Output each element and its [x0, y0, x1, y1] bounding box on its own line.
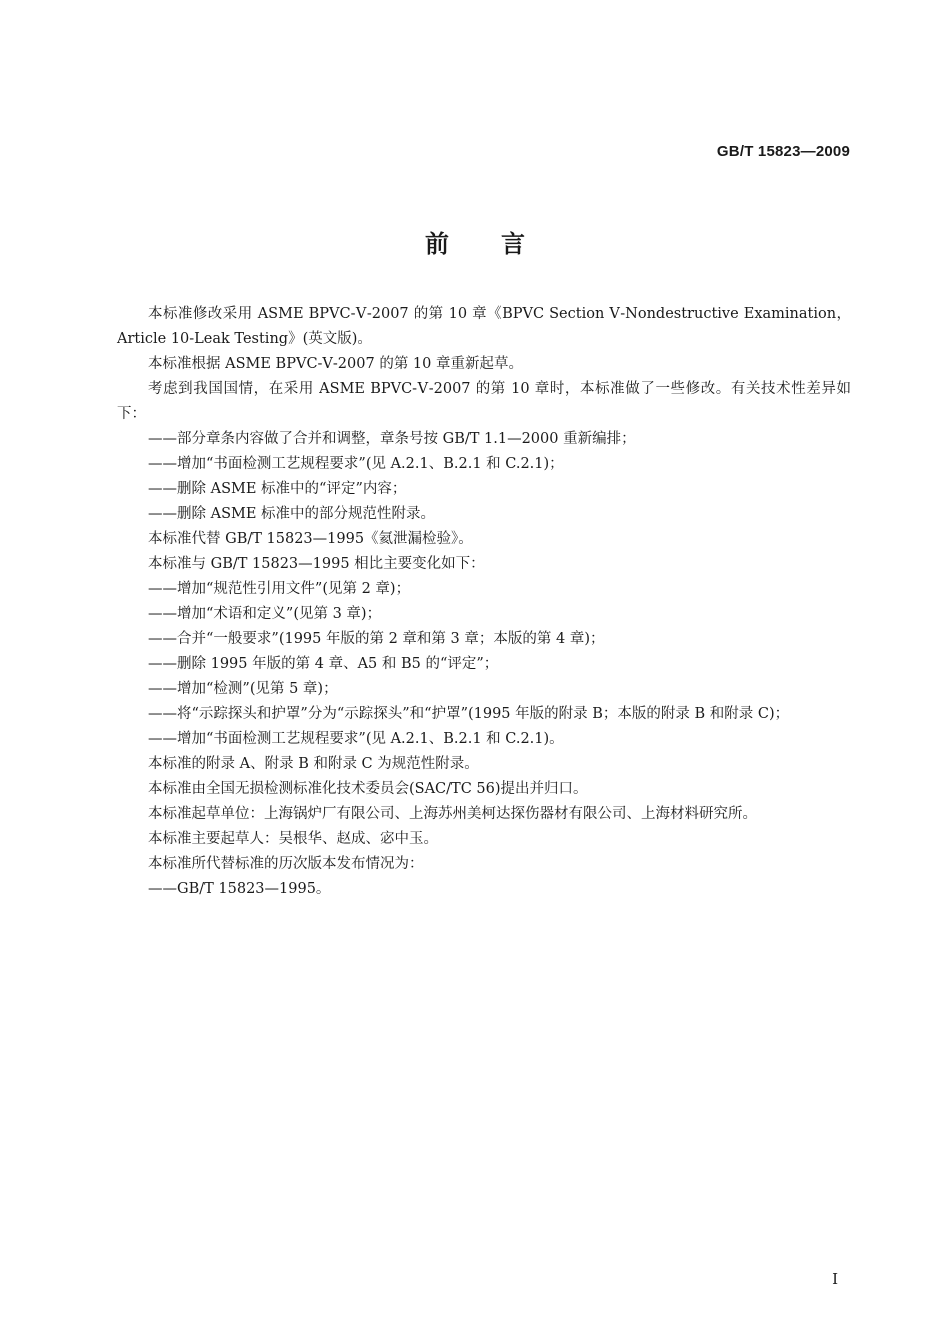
list-item: ——合并“一般要求”(1995 年版的第 2 章和第 3 章；本版的第 4 章)； — [148, 631, 605, 647]
paragraph: 本标准根据 ASME BPVC-Ⅴ-2007 的第 10 章重新起草。 — [148, 356, 523, 372]
list-item: ——增加“术语和定义”(见第 3 章)； — [148, 606, 382, 622]
list-item: ——删除 ASME 标准中的部分规范性附录。 — [148, 506, 436, 522]
paragraph: 本标准的附录 A、附录 B 和附录 C 为规范性附录。 — [148, 756, 479, 772]
list-item: ——删除 ASME 标准中的“评定”内容； — [148, 481, 407, 497]
list-item: ——增加“书面检测工艺规程要求”(见 A.2.1、B.2.1 和 C.2.1)； — [148, 456, 564, 472]
paragraph: 本标准与 GB/T 15823—1995 相比主要变化如下： — [148, 556, 485, 572]
paragraph: 本标准起草单位：上海锅炉厂有限公司、上海苏州美柯达探伤器材有限公司、上海材料研究所。 — [148, 806, 757, 822]
paragraph: 考虑到我国国情，在采用 ASME BPVC-Ⅴ-2007 的第 10 章时，本标准做了一些修改。有关技术性差异如下： — [117, 381, 851, 422]
list-item: ——删除 1995 年版的第 4 章、A5 和 B5 的“评定”； — [148, 656, 499, 672]
standard-number: GB/T 15823—2009 — [716, 143, 850, 160]
list-item: ——增加“检测”(见第 5 章)； — [148, 681, 338, 697]
paragraph: 本标准代替 GB/T 15823—1995《氦泄漏检验》。 — [148, 531, 473, 547]
page-title: 前言 — [425, 230, 577, 258]
paragraph: 本标准由全国无损检测标准化技术委员会(SAC/TC 56)提出并归口。 — [148, 781, 588, 797]
list-item: ——GB/T 15823—1995。 — [148, 881, 331, 897]
list-item: ——增加“书面检测工艺规程要求”(见 A.2.1、B.2.1 和 C.2.1)。 — [148, 731, 564, 747]
list-item: ——部分章条内容做了合并和调整，章条号按 GB/T 1.1—2000 重新编排； — [148, 431, 636, 447]
paragraph: 本标准修改采用 ASME BPVC-Ⅴ-2007 的第 10 章《BPVC Section Ⅴ-Nondestructive Examination，Article 10-Leak Testing》(英文版)。 — [117, 306, 851, 347]
paragraph: 本标准主要起草人：吴根华、赵成、宓中玉。 — [148, 831, 438, 847]
foreword-body — [117, 302, 851, 902]
paragraph: 本标准所代替标准的历次版本发布情况为： — [148, 856, 424, 872]
list-item: ——增加“规范性引用文件”(见第 2 章)； — [148, 581, 411, 597]
page-number: I — [832, 1270, 838, 1288]
list-item: ——将“示踪探头和护罩”分为“示踪探头”和“护罩”(1995 年版的附录 B；本版的附录 B 和附录 C)； — [148, 706, 790, 722]
